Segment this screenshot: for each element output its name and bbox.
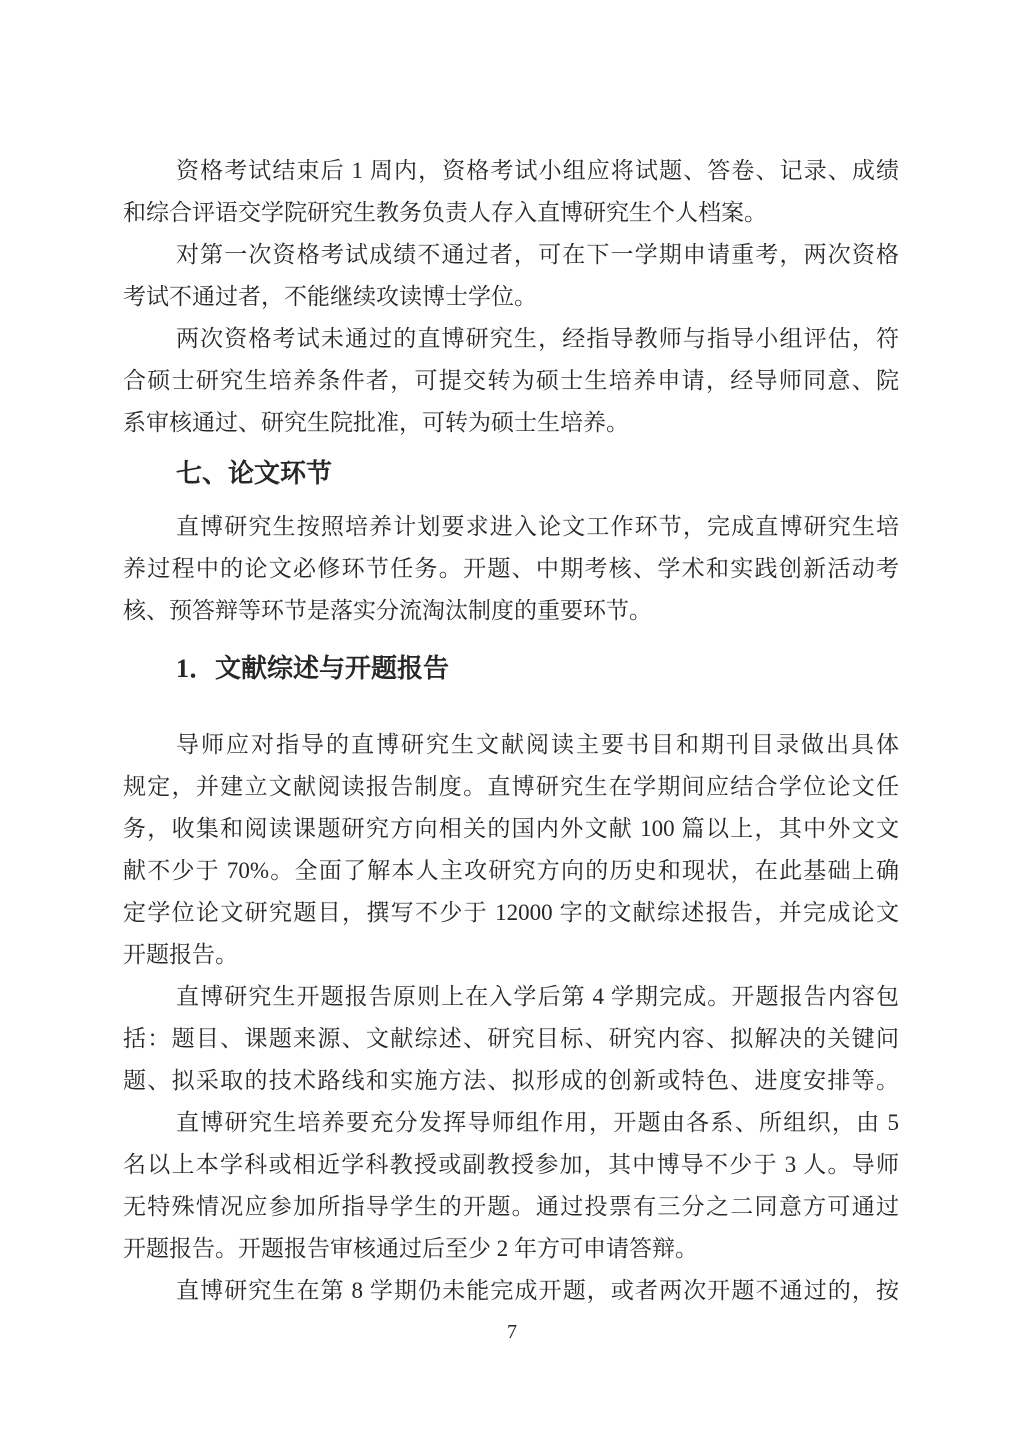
paragraph-line: 务，收集和阅读课题研究方向相关的国内外文献 100 篇以上，其中外文文: [123, 816, 899, 841]
paragraph-line: 直博研究生在第 8 学期仍未能完成开题，或者两次开题不通过的，按: [176, 1278, 899, 1303]
paragraph-line: 定学位论文研究题目，撰写不少于 12000 字的文献综述报告，并完成论文: [123, 900, 899, 925]
paragraph: [123, 976, 899, 1102]
paragraph-line: 资格考试结束后 1 周内，资格考试小组应将试题、答卷、记录、成绩: [176, 158, 899, 183]
paragraph-line: 无特殊情况应参加所指导学生的开题。通过投票有三分之二同意方可通过: [123, 1194, 899, 1219]
paragraph: [123, 234, 899, 318]
paragraph-line: 两次资格考试未通过的直博研究生，经指导教师与指导小组评估，符: [176, 326, 899, 351]
paragraph-line: 开题报告。: [123, 942, 238, 967]
paragraph: [123, 506, 899, 632]
paragraph-line: 献不少于 70%。全面了解本人主攻研究方向的历史和现状，在此基础上确: [123, 858, 899, 883]
paragraph-line: 名以上本学科或相近学科教授或副教授参加，其中博导不少于 3 人。导师: [123, 1152, 899, 1177]
paragraph: [123, 724, 899, 976]
paragraph-line: 直博研究生开题报告原则上在入学后第 4 学期完成。开题报告内容包: [176, 984, 899, 1009]
paragraph: [123, 150, 899, 234]
subsection-heading: 1．文献综述与开题报告: [176, 654, 450, 683]
paragraph-line: 直博研究生按照培养计划要求进入论文工作环节，完成直博研究生培: [176, 514, 899, 539]
paragraph-line: 题、拟采取的技术路线和实施方法、拟形成的创新或特色、进度安排等。: [123, 1068, 899, 1093]
paragraph: [123, 318, 899, 444]
section-heading: 七、论文环节: [176, 458, 333, 488]
paragraph: [123, 1102, 899, 1270]
paragraph-line: 开题报告。开题报告审核通过后至少 2 年方可申请答辩。: [123, 1236, 698, 1261]
paragraph-line: 系审核通过、研究生院批准，可转为硕士生培养。: [123, 410, 629, 435]
paragraph-line: 合硕士研究生培养条件者，可提交转为硕士生培养申请，经导师同意、院: [123, 368, 899, 393]
page-footer: [0, 1318, 1024, 1346]
document-body: [123, 150, 899, 1312]
paragraph-line: 养过程中的论文必修环节任务。开题、中期考核、学术和实践创新活动考: [123, 556, 899, 581]
page-number: 7: [507, 1321, 517, 1343]
paragraph-line: 直博研究生培养要充分发挥导师组作用，开题由各系、所组织，由 5: [176, 1110, 899, 1135]
paragraph-line: 括：题目、课题来源、文献综述、研究目标、研究内容、拟解决的关键问: [123, 1026, 899, 1051]
paragraph-line: 核、预答辩等环节是落实分流淘汰制度的重要环节。: [123, 598, 652, 623]
paragraph-line: 导师应对指导的直博研究生文献阅读主要书目和期刊目录做出具体: [176, 732, 899, 757]
paragraph-line: 规定，并建立文献阅读报告制度。直博研究生在学期间应结合学位论文任: [123, 774, 899, 799]
paragraph-line: 对第一次资格考试成绩不通过者，可在下一学期申请重考，两次资格: [176, 242, 899, 267]
paragraph: [123, 1270, 899, 1312]
paragraph-line: 考试不通过者，不能继续攻读博士学位。: [123, 284, 537, 309]
paragraph-line: 和综合评语交学院研究生教务负责人存入直博研究生个人档案。: [123, 200, 767, 225]
